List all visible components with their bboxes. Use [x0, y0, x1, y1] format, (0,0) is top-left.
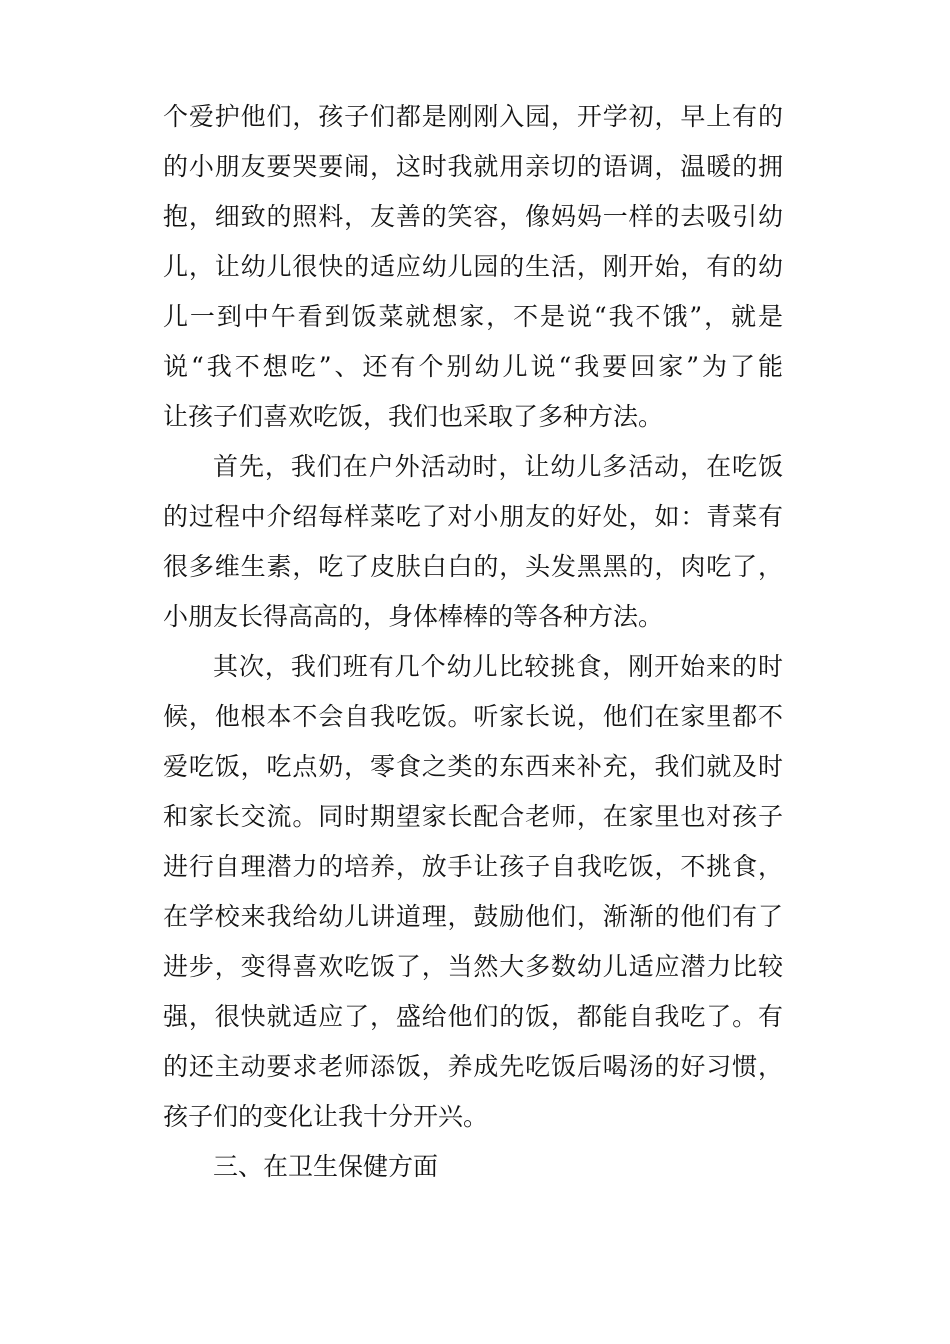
- text-line: 很多维生素，吃了皮肤白白的，头发黑黑的，肉吃了，: [163, 552, 783, 581]
- text-line: 让孩子们喜欢吃饭，我们也采取了多种方法。: [163, 402, 664, 431]
- text-line: 孩子们的变化让我十分开兴。: [163, 1102, 489, 1131]
- paragraph-first-line: 其次，我们班有几个幼儿比较挑食，刚开始来的时: [213, 652, 783, 681]
- text-line: 说“我不想吃”、还有个别幼儿说“我要回家”为了能: [163, 352, 783, 381]
- text-line: 个爱护他们，孩子们都是刚刚入园，开学初，早上有的: [163, 102, 783, 131]
- text-line: 爱吃饭，吃点奶，零食之类的东西来补充，我们就及时: [163, 752, 783, 781]
- text-line: 强，很快就适应了，盛给他们的饭，都能自我吃了。有: [163, 1002, 783, 1031]
- text-line: 抱，细致的照料，友善的笑容，像妈妈一样的去吸引幼: [163, 202, 783, 231]
- paragraph-first-line: 首先，我们在户外活动时，让幼儿多活动，在吃饭: [213, 452, 783, 481]
- text-line: 小朋友长得高高的，身体棒棒的等各种方法。: [163, 602, 664, 631]
- section-heading: 三、在卫生保健方面: [213, 1152, 439, 1181]
- text-line: 儿一到中午看到饭菜就想家，不是说“我不饿”，就是: [163, 302, 783, 331]
- text-line: 的小朋友要哭要闹，这时我就用亲切的语调，温暖的拥: [163, 152, 783, 181]
- text-line: 候，他根本不会自我吃饭。听家长说，他们在家里都不: [163, 702, 783, 731]
- text-line: 的过程中介绍每样菜吃了对小朋友的好处，如：青菜有: [163, 502, 783, 531]
- text-line: 在学校来我给幼儿讲道理，鼓励他们，渐渐的他们有了: [163, 902, 783, 931]
- text-line: 儿，让幼儿很快的适应幼儿园的生活，刚开始，有的幼: [163, 252, 783, 281]
- text-line: 的还主动要求老师添饭，养成先吃饭后喝汤的好习惯，: [163, 1052, 783, 1081]
- text-line: 进步，变得喜欢吃饭了，当然大多数幼儿适应潜力比较: [163, 952, 783, 981]
- text-line: 和家长交流。同时期望家长配合老师，在家里也对孩子: [163, 802, 783, 831]
- text-line: 进行自理潜力的培养，放手让孩子自我吃饭，不挑食，: [163, 852, 783, 881]
